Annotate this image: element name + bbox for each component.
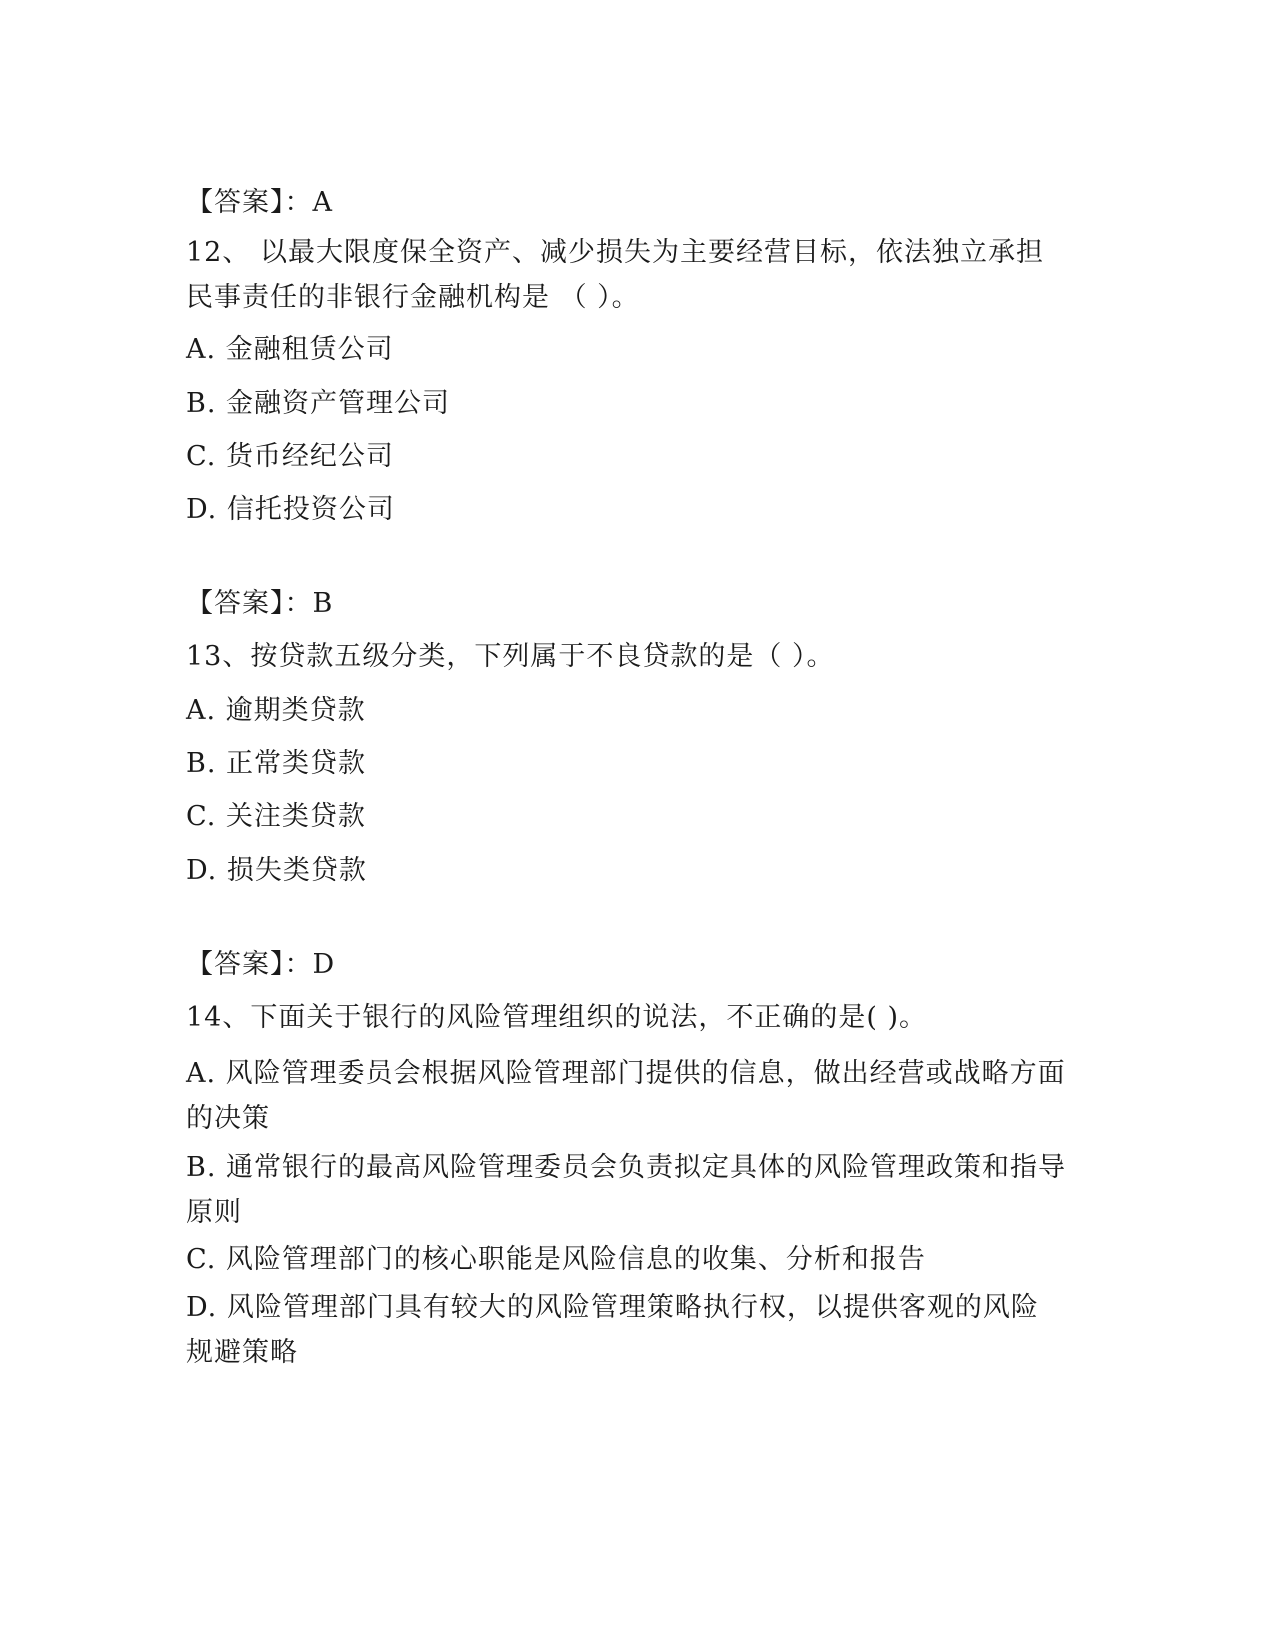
question-12-stem: 12、 以最大限度保全资产、减少损失为主要经营目标，依法独立承担民事责任的非银行金融机构是 （ ）。	[186, 237, 1044, 313]
question-12-option-c: C. 货币经纪公司	[186, 441, 394, 472]
question-12-option-b: B. 金融资产管理公司	[186, 388, 451, 419]
question-13-option-a: A. 逾期类贷款	[186, 695, 366, 726]
question-14-option-d: D. 风险管理部门具有较大的风险管理策略执行权，以提供客观的风险规避策略	[186, 1292, 1039, 1368]
question-14-stem: 14、下面关于银行的风险管理组织的说法，不正确的是( )。	[186, 1002, 928, 1033]
question-13-option-d: D. 损失类贷款	[186, 855, 367, 886]
answer-11: 【答案】：A	[186, 187, 333, 218]
question-14-option-a: A. 风险管理委员会根据风险管理部门提供的信息，做出经营或战略方面的决策	[186, 1058, 1066, 1134]
question-12-option-d: D. 信托投资公司	[186, 494, 395, 525]
question-13-option-c: C. 关注类贷款	[186, 801, 366, 832]
question-14-option-c: C. 风险管理部门的核心职能是风险信息的收集、分析和报告	[186, 1244, 926, 1275]
question-13-stem: 13、按贷款五级分类，下列属于不良贷款的是（ ）。	[186, 641, 835, 672]
answer-12: 【答案】：B	[186, 588, 334, 619]
question-14-option-b: B. 通常银行的最高风险管理委员会负责拟定具体的风险管理政策和指导原则	[186, 1152, 1067, 1228]
question-12-option-a: A. 金融租赁公司	[186, 334, 394, 365]
answer-13: 【答案】：D	[186, 949, 336, 980]
question-13-option-b: B. 正常类贷款	[186, 748, 367, 779]
